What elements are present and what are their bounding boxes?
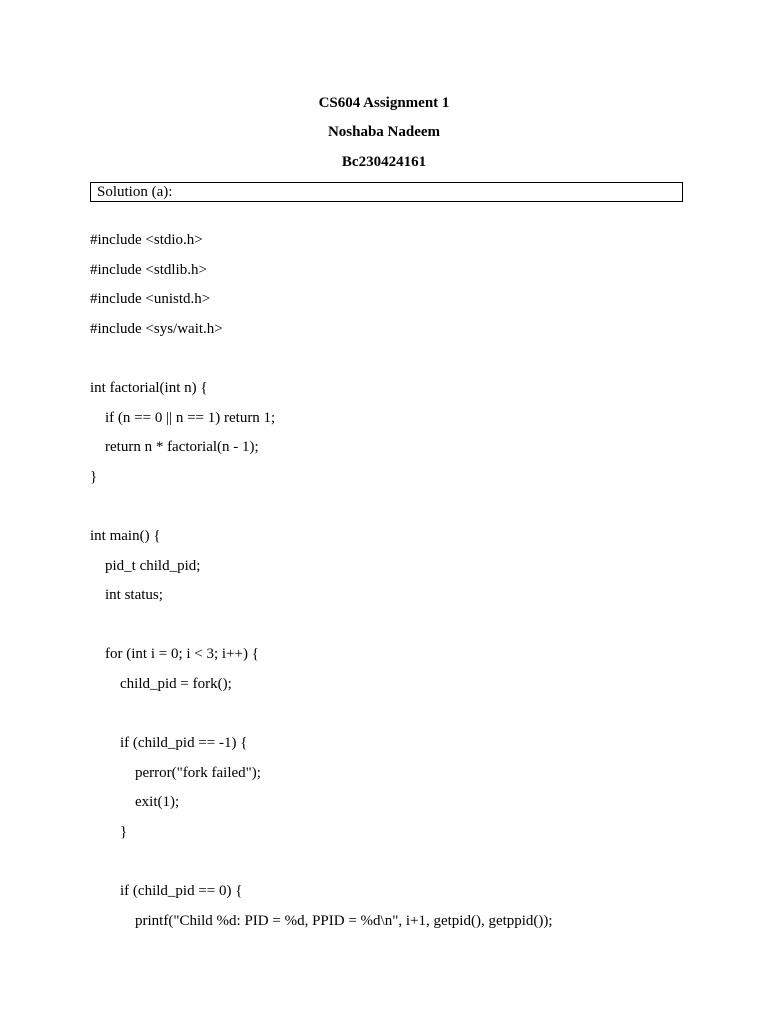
code-line [90,852,730,882]
code-line: #include <stdlib.h> [90,261,207,278]
code-line [90,349,730,379]
code-line [90,497,730,527]
code-line: #include <sys/wait.h> [90,320,223,337]
code-line [90,705,730,735]
code-line: for (int i = 0; i < 3; i++) { [90,646,259,663]
code-line: int status; [90,587,163,604]
code-line: } [90,823,128,840]
code-line: child_pid = fork(); [90,675,232,692]
code-line: perror("fork failed"); [90,764,261,781]
author-name: Noshaba Nadeem [327,124,441,140]
code-line: pid_t child_pid; [90,557,201,574]
code-line: printf("Child %d: PID = %d, PPID = %d\n", i+1, getpid(), getppid()); [90,912,553,929]
document-title: CS604 Assignment 1 [318,95,450,111]
code-line [90,616,730,646]
solution-heading-box: Solution (a): [90,182,683,202]
student-id: Bc230424161 [341,154,427,170]
code-line: return n * factorial(n - 1); [90,439,259,456]
code-line: if (child_pid == -1) { [90,735,248,752]
code-line: } [90,468,98,485]
code-line: int main() { [90,527,161,544]
code-line: exit(1); [90,794,180,811]
code-line: #include <unistd.h> [90,291,211,308]
code-line: int factorial(int n) { [90,379,208,396]
code-line: #include <stdio.h> [90,232,203,248]
code-line: if (n == 0 || n == 1) return 1; [90,409,276,426]
code-line: if (child_pid == 0) { [90,883,243,900]
code-listing [90,231,730,941]
